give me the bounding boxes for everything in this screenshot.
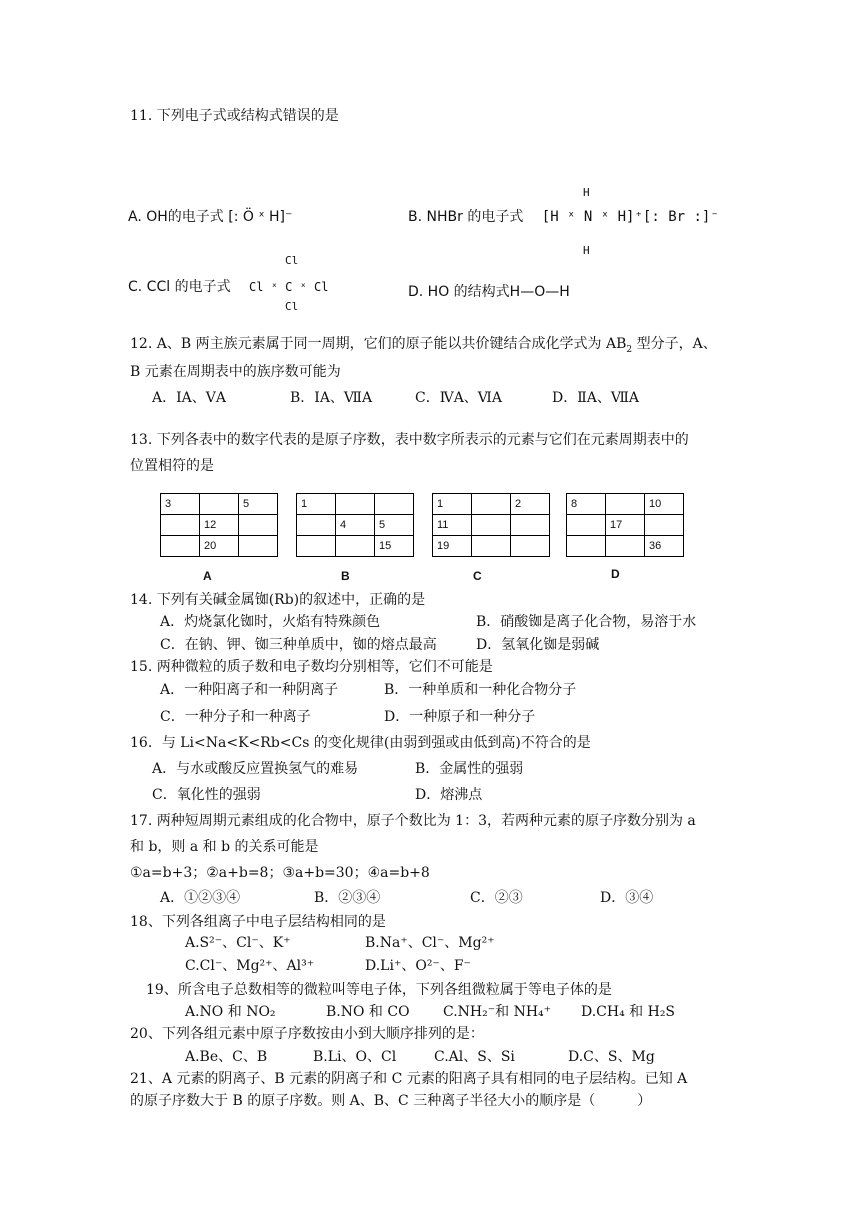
q20-option-c: C.Al、S、Si <box>434 1049 515 1065</box>
q11-option-b <box>408 206 719 226</box>
q11-option-a <box>128 206 292 226</box>
q12-option-b: B．ⅠA、ⅦA <box>290 390 373 406</box>
q15-option-a: A．一种阳离子和一种阴离子 <box>160 682 339 698</box>
table-cell <box>336 494 375 515</box>
q17-option-c: C．②③ <box>470 890 523 906</box>
q14-option-b: B．硝酸铷是离子化合物，易溶于水 <box>476 614 697 630</box>
table-cell: 4 <box>336 515 375 536</box>
q17-line3: ①a=b+3；②a+b=8；③a+b=30；④a=b+8 <box>130 865 430 881</box>
q16-option-c: C．氧化性的强弱 <box>152 787 261 803</box>
q16-option-d: D．熔沸点 <box>415 787 483 803</box>
q16-option-a: A．与水或酸反应置换氢气的难易 <box>152 761 359 777</box>
q11-option-c-label: C. CCl 的电子式 <box>128 279 231 295</box>
table-cell: 36 <box>645 536 684 557</box>
table-cell <box>297 515 336 536</box>
table-cell: 17 <box>606 515 645 536</box>
q20-stem: 20、下列各组元素中原子序数按由小到大顺序排列的是： <box>130 1026 484 1042</box>
q15-stem: 15. 两种微粒的质子数和电子数均分别相等，它们不可能是 <box>130 659 493 675</box>
q17-option-b: B．②③④ <box>314 890 381 906</box>
table-cell <box>297 536 336 557</box>
q12-option-c: C．ⅣA、ⅥA <box>415 390 503 406</box>
q21-line1: 21、A 元素的阴离子、B 元素的阴离子和 C 元素的阳离子具有相同的电子层结构。已知 A <box>130 1071 688 1087</box>
q13-table-c-label: C <box>473 569 482 583</box>
table-cell: 10 <box>645 494 684 515</box>
table-cell: 19 <box>433 536 472 557</box>
table-cell: 5 <box>239 494 278 515</box>
table-cell <box>472 515 511 536</box>
q17-option-a: A．①②③④ <box>160 890 241 906</box>
q13-table-d <box>566 493 684 557</box>
table-cell <box>645 515 684 536</box>
table-cell <box>472 494 511 515</box>
q12-line1-text: 12. A、B 两主族元素属于同一周期，它们的原子能以共价键结合成化学式为 AB <box>130 336 627 352</box>
q14-option-d: D．氢氧化铷是弱碱 <box>476 637 600 653</box>
q11-b-bottom-h: H <box>583 244 590 257</box>
table-cell: 11 <box>433 515 472 536</box>
table-cell <box>511 536 550 557</box>
q16-stem: 16．与 Li<Na<K<Rb<Cs 的变化规律(由弱到强或由低到高)不符合的是 <box>130 735 591 751</box>
table-cell <box>567 536 606 557</box>
q12-line1 <box>130 336 717 353</box>
table-cell <box>200 494 239 515</box>
q11-option-b-label: B. NHBr 的电子式 <box>408 209 524 225</box>
table-cell <box>239 515 278 536</box>
q13-line1: 13. 下列各表中的数字代表的是原子序数，表中数字所表示的元素与它们在元素周期表中的 <box>130 432 689 448</box>
q13-table-b-label: B <box>341 569 350 583</box>
q17-option-d: D．③④ <box>600 890 654 906</box>
q12-line2: B 元素在周期表中的族序数可能为 <box>130 364 341 380</box>
table-cell: 15 <box>375 536 414 557</box>
q14-option-a: A．灼烧氯化铷时，火焰有特殊颜色 <box>160 614 381 630</box>
q17-line1: 17. 两种短周期元素组成的化合物中，原子个数比为 1：3，若两种元素的原子序数分别为 a <box>130 813 696 829</box>
table-cell: 1 <box>433 494 472 515</box>
q19-stem: 19、所含电子总数相等的微粒叫等电子体，下列各组微粒属于等电子体的是 <box>146 982 612 998</box>
table-cell: 12 <box>200 515 239 536</box>
q18-option-c: C.Cl⁻、Mg²⁺、Al³⁺ <box>185 958 315 974</box>
table-cell <box>239 536 278 557</box>
q17-line2: 和 b，则 a 和 b 的关系可能是 <box>130 839 319 855</box>
q20-option-b: B.Li、O、Cl <box>313 1049 397 1065</box>
q13-table-c <box>432 493 550 557</box>
q11-b-top-h: H <box>583 186 590 199</box>
table-cell <box>511 515 550 536</box>
table-cell: 3 <box>161 494 200 515</box>
q15-option-b: B．一种单质和一种化合物分子 <box>384 682 577 698</box>
q11-option-d <box>408 281 570 301</box>
q18-option-a: A.S²⁻、Cl⁻、K⁺ <box>185 935 291 951</box>
q20-option-d: D.C、S、Mg <box>568 1049 655 1065</box>
table-cell: 8 <box>567 494 606 515</box>
q12-subscript: 2 <box>626 344 633 355</box>
q13-line2: 位置相符的是 <box>130 458 214 474</box>
table-cell <box>161 515 200 536</box>
q12-option-d: D．ⅡA、ⅦA <box>552 390 640 406</box>
q15-option-d: D．一种原子和一种分子 <box>384 709 536 725</box>
q19-option-b: B.NO 和 CO <box>326 1004 410 1020</box>
q13-table-a-label: A <box>203 569 212 583</box>
q11-option-d-text: D. HO 的结构式H—O—H <box>408 284 570 300</box>
q13-table-b <box>296 493 414 557</box>
q11-c-top-cl: Cl <box>285 254 299 267</box>
q11-c-bottom-cl: Cl <box>285 300 299 313</box>
q12-option-a: A．ⅠA、ⅤA <box>152 390 226 406</box>
q14-stem: 14. 下列有关碱金属铷(Rb)的叙述中，正确的是 <box>130 592 426 608</box>
q18-option-d: D.Li⁺、O²⁻、F⁻ <box>365 958 471 974</box>
q12-line1-end: 型分子，A、 <box>632 336 717 352</box>
q11-option-c <box>128 276 329 296</box>
q19-option-d: D.CH₄ 和 H₂S <box>581 1004 676 1020</box>
q13-table-a <box>160 493 278 557</box>
table-cell <box>472 536 511 557</box>
q14-option-c: C．在钠、钾、铷三种单质中，铷的熔点最高 <box>160 637 437 653</box>
table-cell <box>606 494 645 515</box>
table-cell: 2 <box>511 494 550 515</box>
q11-stem: 11. 下列电子式或结构式错误的是 <box>130 108 339 124</box>
q20-option-a: A.Be、C、B <box>185 1049 268 1065</box>
table-cell <box>567 515 606 536</box>
q19-option-a: A.NO 和 NO₂ <box>185 1004 276 1020</box>
table-cell <box>161 536 200 557</box>
table-cell: 5 <box>375 515 414 536</box>
q11-option-b-formula: [H ˣ N ˣ H]⁺[: Br :]⁻ <box>541 209 719 225</box>
q15-option-c: C．一种分子和一种离子 <box>160 709 311 725</box>
table-cell <box>336 536 375 557</box>
q11-option-a-text: A. OH的电子式 [: Ö ˣ H]⁻ <box>128 209 293 225</box>
q19-option-c: C.NH₂⁻和 NH₄⁺ <box>443 1004 552 1020</box>
table-cell <box>606 536 645 557</box>
q18-option-b: B.Na⁺、Cl⁻、Mg²⁺ <box>365 935 495 951</box>
table-cell: 20 <box>200 536 239 557</box>
q13-table-d-label: D <box>611 567 620 581</box>
q21-line2: 的原子序数大于 B 的原子序数。则 A、B、C 三种离子半径大小的顺序是（ ） <box>130 1093 652 1109</box>
table-cell <box>375 494 414 515</box>
q16-option-b: B．金属性的强弱 <box>415 761 524 777</box>
q11-option-c-formula: Cl ˣ C ˣ Cl <box>249 280 329 294</box>
table-cell: 1 <box>297 494 336 515</box>
q18-stem: 18、下列各组离子中电子层结构相同的是 <box>130 914 386 930</box>
